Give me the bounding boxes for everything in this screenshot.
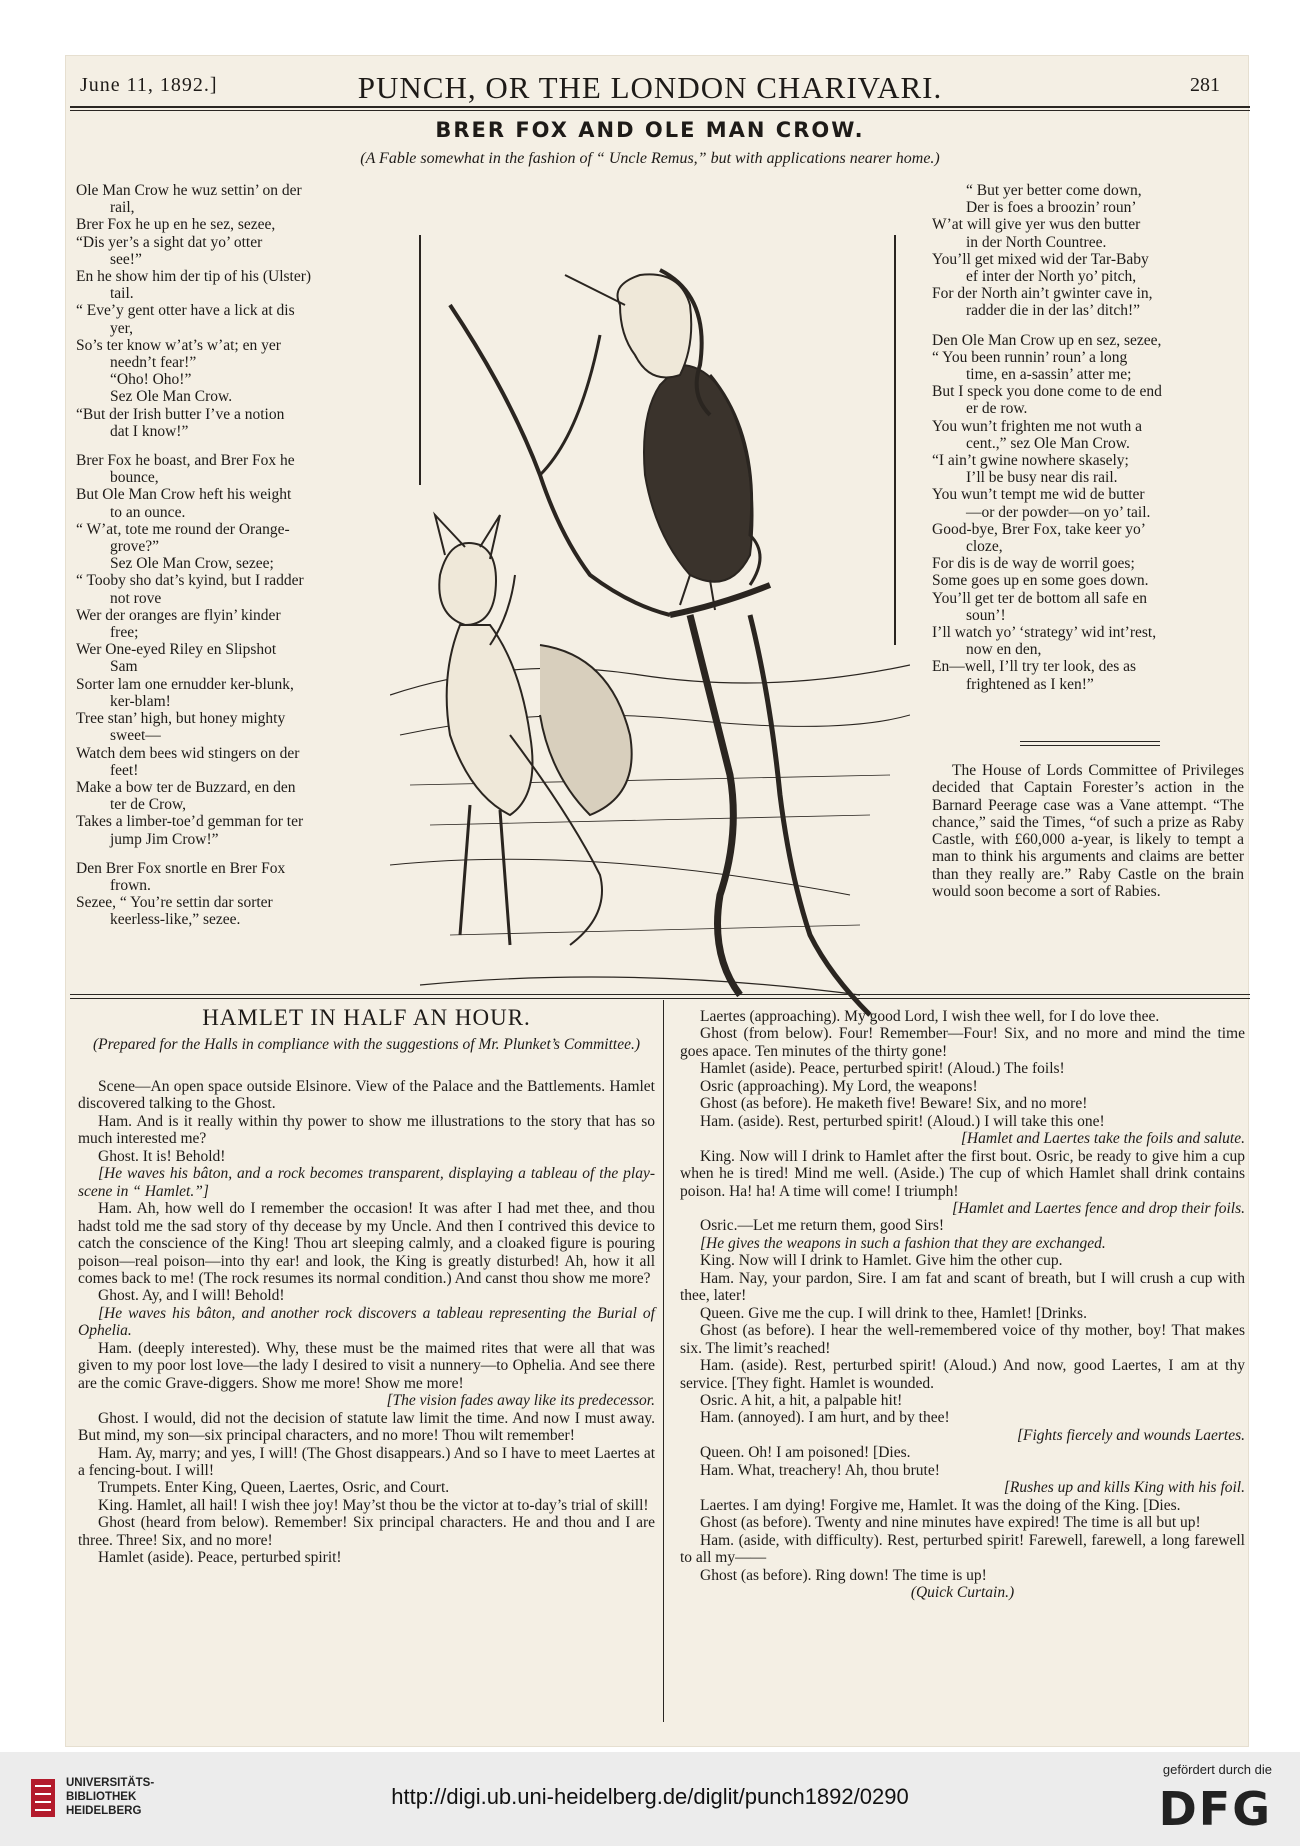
poem-line-text: Takes a limber-toe’d gemman for ter — [76, 813, 304, 831]
library-name-2: BIBLIOTHEK — [66, 1791, 137, 1803]
poem-line-text: En he show him der tip of his (Ulster) — [76, 268, 312, 286]
article-subtitle: (A Fable somewhat in the fashion of “ Uncle Remus,” but with applications nearer home.) — [360, 150, 940, 167]
dialogue-text: Ghost (as before). Twenty and nine minutes have expired! The time is all but up! — [700, 1514, 1201, 1532]
dialogue-text: Osric. A hit, a hit, a palpable hit! — [700, 1391, 903, 1409]
tree-branch — [540, 335, 600, 475]
poem-line — [76, 504, 376, 521]
poem-line-text: frightened as I ken!” — [966, 675, 1094, 693]
poem-line — [76, 831, 376, 848]
dialogue-text: King. Now will I drink to Hamlet. Give him the other cup. — [700, 1252, 1063, 1270]
dialogue-paragraph — [680, 1270, 1245, 1305]
poem-line-text: I’ll be busy near dis rail. — [966, 469, 1118, 487]
dialogue-text: Ghost (as before). He maketh five! Beware! Six, and no more! — [700, 1095, 1088, 1113]
poem-line-text: sweet— — [110, 727, 161, 745]
dialogue-text: [Hamlet and Laertes fence and drop their foils. — [951, 1199, 1245, 1217]
poem-line-text: But I speck you done come to de end — [932, 383, 1162, 401]
poem-line-text: You wun’t tempt me wid de butter — [932, 486, 1145, 504]
poem-line-text: Sez Ole Man Crow. — [110, 388, 233, 406]
dialogue-paragraph — [680, 1113, 1245, 1130]
hamlet-subtitle: (Prepared for the Halls in compliance with the suggestions of Mr. Plunket’s Committee.) — [92, 1036, 641, 1053]
dialogue-paragraph — [78, 1305, 655, 1340]
poem-line — [932, 366, 1252, 383]
dialogue-paragraph — [680, 1479, 1245, 1496]
poem-line — [76, 199, 376, 216]
dialogue-text: [He waves his bâton, and another rock discovers a tableau representing the Burial of Ophelia. — [78, 1304, 655, 1340]
right-poem — [932, 182, 1252, 693]
dialogue-text: Laertes (approaching). My good Lord, I wish thee well, for I do love thee. — [700, 1008, 1160, 1025]
poem-line-text: soun’! — [966, 606, 1006, 624]
poem-line — [932, 234, 1252, 251]
poem-line — [76, 521, 376, 538]
poem-line — [76, 894, 376, 911]
poem-line — [76, 762, 376, 779]
poem-line — [76, 877, 376, 894]
hamlet-right-column — [680, 1008, 1245, 1601]
poem-line — [932, 199, 1252, 216]
poem-line-text: Wer der oranges are flyin’ kinder — [76, 606, 281, 624]
poem-line — [76, 624, 376, 641]
poem-line-text: ter de Crow, — [110, 796, 187, 814]
poem-line — [932, 216, 1252, 233]
poem-line — [932, 383, 1252, 400]
poem-line-text: For der North ain’t gwinter cave in, — [932, 285, 1153, 303]
dialogue-paragraph — [680, 1095, 1245, 1112]
dialogue-paragraph — [680, 1462, 1245, 1479]
poem-line-text: Sez Ole Man Crow, sezee; — [110, 555, 274, 573]
poem-line-text: not rove — [110, 589, 162, 607]
note-text: The House of Lords Committee of Privileges decided that Captain Forester’s action in the Barnard Peerage case was a Vane attempt. “The chance,” said the Times, “of such a prize as Raby Castle, with £60,000 a-year, is likely to tempt a man to think his arguments and claims are better than they really are.” Raby Castle on the brain would soon become a sort of Rabies. — [932, 762, 1244, 901]
dialogue-text: Ham. (deeply interested). Why, these must be the maimed rites that were all that was given to my poor lost love—the lady I desired to visit a nunnery—to Ophelia. And see there are the comic Grave-diggers. Show me more! Show me more! — [78, 1339, 655, 1392]
dialogue-text: King. Hamlet, all hail! I wish thee joy! May’st thou be the victor at to-day’s trial of skill! — [98, 1496, 649, 1514]
dialogue-text: Trumpets. Enter King, Queen, Laertes, Osric, and Court. — [98, 1479, 450, 1497]
poem-line — [76, 538, 376, 555]
landscape — [430, 815, 870, 825]
poem-line-text: keerless-like,” sezee. — [110, 911, 241, 929]
poem-line-text: Make a bow ter de Buzzard, en den — [76, 778, 296, 796]
hamlet-title: HAMLET IN HALF AN HOUR. — [202, 1005, 531, 1030]
dialogue-paragraph — [680, 1235, 1245, 1252]
dialogue-text: Hamlet (aside). Peace, perturbed spirit! — [98, 1549, 342, 1567]
poem-line — [932, 641, 1252, 658]
poem-line — [932, 624, 1252, 641]
poem-line-text: ef inter der North yo’ pitch, — [966, 268, 1137, 286]
dialogue-paragraph — [680, 1409, 1245, 1426]
poem-line — [76, 658, 376, 675]
poem-line-text: Watch dem bees wid stingers on der — [76, 744, 300, 762]
dialogue-text: Ham. (annoyed). I am hurt, and by thee! — [700, 1409, 950, 1427]
poem-line — [76, 710, 376, 727]
stanza-break — [76, 440, 376, 452]
dialogue-paragraph — [680, 1217, 1245, 1234]
poem-line — [76, 796, 376, 813]
poem-line-text: rail, — [110, 199, 135, 217]
poem-line — [932, 469, 1252, 486]
poem-line — [932, 435, 1252, 452]
poem-line — [76, 302, 376, 319]
dialogue-text: King. Now will I drink to Hamlet after the first bout. Osric, be ready to give him a cup when he is tired! Mind me well. (Aside.) The cup of which Hamlet shall drink contains poison. Ha! ha! A time will come! I triumph! — [680, 1147, 1245, 1200]
poem-line — [76, 320, 376, 337]
dialogue-text: (Quick Curtain.) — [910, 1583, 1015, 1601]
dialogue-text: Queen. Oh! I am poisoned! [Dies. — [700, 1444, 911, 1462]
poem-line-text: Der is foes a broozin’ roun’ — [966, 199, 1137, 217]
dialogue-paragraph — [680, 1200, 1245, 1217]
poem-line — [76, 555, 376, 572]
poem-line — [932, 572, 1252, 589]
dialogue-text: Ghost (from below). Four! Remember—Four! Six, and no more and mind the time goes apace. Ten minutes of the thirty gone! — [680, 1025, 1245, 1060]
poem-line — [932, 418, 1252, 435]
dialogue-paragraph — [78, 1113, 655, 1148]
dialogue-text: Ham. (aside, with difficulty). Rest, perturbed spirit! Farewell, farewell, a long farewell to all my—— — [680, 1531, 1245, 1567]
poem-line — [76, 590, 376, 607]
poem-line — [76, 641, 376, 658]
poem-line-text: Sezee, “ You’re settin dar sorter — [76, 894, 273, 912]
dialogue-paragraph — [680, 1532, 1245, 1567]
poem-line-text: cent.,” sez Ole Man Crow. — [966, 434, 1130, 452]
poem-line-text: “ Tooby sho dat’s kyind, but I radder — [76, 572, 304, 590]
poem-line-text: “Dis yer’s a sight dat yo’ otter — [76, 233, 263, 251]
poem-line — [76, 860, 376, 877]
poem-line — [76, 486, 376, 503]
poem-line-text: Den Ole Man Crow up en sez, sezee, — [932, 331, 1162, 349]
dialogue-paragraph — [680, 1584, 1245, 1601]
poem-line — [76, 469, 376, 486]
poem-line — [76, 607, 376, 624]
landscape — [390, 859, 850, 895]
dialogue-text: Ghost (heard from below). Remember! Six principal characters. He and thou and I are three. Three! Six, and no more! — [78, 1514, 655, 1549]
dialogue-text: Scene—An open space outside Elsinore. View of the Palace and the Battlements. Hamlet discovered talking to the Ghost. — [78, 1078, 655, 1113]
poem-line-text: You’ll get mixed wid der Tar-Baby — [932, 250, 1149, 268]
dialogue-text: Ghost (as before). Ring down! The time is up! — [700, 1566, 987, 1584]
note-rule — [1020, 741, 1160, 742]
poem-line-text: But Ole Man Crow heft his weight — [76, 486, 292, 504]
poem-line-text: in der North Countree. — [966, 233, 1107, 251]
poem-line-text: “I ain’t gwine nowhere skasely; — [932, 452, 1129, 470]
dialogue-paragraph — [78, 1287, 655, 1304]
dialogue-text: Ghost. I would, did not the decision of statute law limit the time. And now I must away. But mind, my son—six principal characters, and no more! Thou wilt remember! — [78, 1409, 655, 1445]
poem-line-text: Some goes up en some goes down. — [932, 572, 1149, 590]
poem-line-text: Ole Man Crow he wuz settin’ on der — [76, 182, 302, 199]
poem-line — [932, 607, 1252, 624]
dialogue-paragraph — [78, 1479, 655, 1496]
column-divider — [663, 1000, 664, 1722]
dialogue-text: Ham. And is it really within thy power to show me illustrations to the story that has so much interested me? — [78, 1112, 655, 1148]
poem-line-text: “ You been runnin’ roun’ a long — [932, 348, 1128, 366]
poem-line-text: W’at will give yer wus den butter — [932, 216, 1141, 234]
poem-line-text: tail. — [110, 285, 134, 303]
poem-line-text: I’ll watch yo’ ‘strategy’ wid int’rest, — [932, 624, 1157, 642]
dialogue-paragraph — [680, 1130, 1245, 1147]
poem-line-text: Brer Fox he boast, and Brer Fox he — [76, 452, 295, 470]
fox-legs — [460, 805, 510, 945]
dialogue-text: Ham. Nay, your pardon, Sire. I am fat and scant of breath, but I will crush a cup with thee, later! — [680, 1269, 1245, 1305]
dialogue-paragraph — [680, 1514, 1245, 1531]
fox-tail — [540, 645, 632, 815]
poem-line-text: “ But yer better come down, — [966, 182, 1142, 199]
dialogue-paragraph — [680, 1567, 1245, 1584]
dialogue-paragraph — [78, 1410, 655, 1445]
dialogue-text: Ghost. It is! Behold! — [98, 1147, 226, 1165]
poem-line — [76, 406, 376, 423]
header-rule-thin — [70, 110, 1250, 111]
crow-beak — [565, 275, 625, 305]
poem-line-text: free; — [110, 624, 139, 642]
left-poem — [76, 182, 376, 929]
poem-line-text: jump Jim Crow!” — [110, 830, 219, 848]
poem-line-text: cloze, — [966, 538, 1003, 556]
dialogue-paragraph — [680, 1427, 1245, 1444]
poem-line — [76, 423, 376, 440]
poem-line — [932, 658, 1252, 675]
poem-line — [76, 337, 376, 354]
poem-line — [76, 216, 376, 233]
dialogue-paragraph — [680, 1008, 1245, 1025]
dialogue-text: Ham. Ah, how well do I remember the occasion! It was after I had met thee, and thou hadst told me the sad story of thy decease by my Uncle. And then I contrived this device to catch the conscience of the King! Thou art sleeping calmly, and a cloaked figure is pouring poison—real poison—into thy ear! and look, the King is greatly disturbed! Ah, how it all comes back to me! (The rock resumes its normal condition.) And canst thou show me more? — [78, 1200, 655, 1287]
dialogue-paragraph — [680, 1322, 1245, 1357]
dialogue-text: Ham. (aside). Rest, perturbed spirit! (Aloud.) I will take this one! — [700, 1112, 1105, 1130]
library-name-3: HEIDELBERG — [66, 1805, 142, 1817]
source-url[interactable]: http://digi.ub.uni-heidelberg.de/diglit/punch1892/0290 — [391, 1784, 909, 1809]
dialogue-paragraph — [680, 1497, 1245, 1514]
poem-line — [932, 555, 1252, 572]
poem-line — [932, 349, 1252, 366]
poem-line — [76, 727, 376, 744]
poem-line-text: needn’t fear!” — [110, 354, 197, 372]
poem-line — [932, 268, 1252, 285]
poem-line-text: For dis is de way de worril goes; — [932, 555, 1135, 573]
funding-note: gefördert durch die — [1162, 1762, 1272, 1777]
poem-line — [932, 452, 1252, 469]
dialogue-text: Osric (approaching). My Lord, the weapons! — [700, 1077, 978, 1095]
poem-line-text: En—well, I’ll try ter look, des as — [932, 658, 1137, 676]
poem-line — [932, 332, 1252, 349]
stanza-break — [76, 848, 376, 860]
poem-line — [932, 486, 1252, 503]
poem-line-text: Sorter lam one ernudder ker-blunk, — [76, 675, 294, 693]
dialogue-paragraph — [78, 1549, 655, 1566]
dialogue-paragraph — [78, 1148, 655, 1165]
dialogue-text: [He waves his bâton, and a rock becomes transparent, displaying a tableau of the play-scene in “ Hamlet.”] — [78, 1165, 655, 1200]
poem-line — [76, 285, 376, 302]
poem-line — [76, 268, 376, 285]
poem-line — [932, 538, 1252, 555]
dialogue-text: [Hamlet and Laertes take the foils and salute. — [960, 1130, 1245, 1148]
dialogue-text: [Fights fiercely and wounds Laertes. — [1016, 1426, 1245, 1444]
dialogue-paragraph — [680, 1060, 1245, 1077]
dialogue-paragraph — [78, 1497, 655, 1514]
poem-line-text: Brer Fox he up en he sez, sezee, — [76, 216, 276, 234]
poem-line — [76, 388, 376, 405]
house-of-lords-note — [932, 762, 1244, 900]
header-rule — [70, 106, 1250, 108]
dialogue-paragraph — [78, 1445, 655, 1480]
poem-line — [76, 745, 376, 762]
dialogue-text: Laertes. I am dying! Forgive me, Hamlet. It was the doing of the King. [Dies. — [700, 1496, 1181, 1514]
poem-line — [76, 251, 376, 268]
poem-line-text: Tree stan’ high, but honey mighty — [76, 710, 286, 728]
poem-line-text: frown. — [110, 876, 151, 894]
poem-line-text: ker-blam! — [110, 692, 171, 710]
poem-line-text: You wun’t frighten me not wuth a — [932, 417, 1142, 435]
dialogue-paragraph — [78, 1078, 655, 1113]
poem-line — [932, 504, 1252, 521]
poem-line-text: see!” — [110, 250, 142, 268]
dialogue-paragraph — [78, 1392, 655, 1409]
poem-line-text: Good-bye, Brer Fox, take keer yo’ — [932, 520, 1146, 538]
hamlet-left-column — [78, 1078, 655, 1567]
fox-head — [439, 543, 496, 625]
poem-line-text: You’ll get ter de bottom all safe en — [932, 589, 1147, 607]
landscape — [450, 925, 860, 935]
footer-bar — [0, 1752, 1300, 1846]
dialogue-text: Ham. What, treachery! Ah, thou brute! — [700, 1461, 940, 1479]
dialogue-text: Ham. Ay, marry; and yes, I will! (The Ghost disappears.) And so I have to meet Laertes at a fencing-bout. I will! — [78, 1444, 655, 1479]
library-name-1: UNIVERSITÄTS- — [66, 1777, 155, 1789]
poem-line — [932, 302, 1252, 319]
poem-line — [932, 400, 1252, 417]
poem-line — [76, 693, 376, 710]
poem-line — [76, 572, 376, 589]
stanza-break — [932, 320, 1252, 332]
poem-line — [932, 676, 1252, 693]
section-rule — [70, 994, 1250, 995]
poem-line-text: yer, — [110, 319, 134, 337]
poem-line — [76, 813, 376, 830]
issue-date: June 11, 1892.] — [80, 74, 218, 96]
dialogue-text: [The vision fades away like its predecessor. — [386, 1392, 655, 1410]
dialogue-paragraph — [680, 1078, 1245, 1095]
poem-line-text: Wer One-eyed Riley en Slipshot — [76, 641, 277, 659]
poem-line — [76, 182, 376, 199]
fox-body — [447, 625, 533, 815]
poem-line — [76, 452, 376, 469]
poem-line — [932, 285, 1252, 302]
poem-line-text: Den Brer Fox snortle en Brer Fox — [76, 859, 286, 877]
section-rule-2 — [70, 998, 1250, 999]
poem-line-text: Sam — [110, 658, 138, 676]
poem-line — [76, 371, 376, 388]
poem-line-text: er de row. — [966, 400, 1028, 418]
poem-line — [932, 590, 1252, 607]
poem-line — [932, 182, 1252, 199]
poem-line-text: now en den, — [966, 641, 1042, 659]
poem-line-text: grove?” — [110, 538, 160, 556]
poem-line-text: to an ounce. — [110, 503, 186, 521]
page-number: 281 — [1190, 74, 1220, 96]
poem-line-text: “Oho! Oho!” — [110, 371, 192, 389]
poem-line-text: “But der Irish butter I’ve a notion — [76, 405, 285, 423]
poem-line-text: So’s ter know w’at’s w’at; en yer — [76, 336, 281, 354]
poem-line-text: time, en a-sassin’ atter me; — [966, 366, 1132, 384]
dfg-logo: DFG — [1158, 1782, 1272, 1836]
poem-line — [76, 676, 376, 693]
tree-trunk — [690, 615, 740, 995]
masthead: PUNCH, OR THE LONDON CHARIVARI. — [357, 70, 943, 105]
dialogue-paragraph — [680, 1357, 1245, 1392]
page-header — [70, 70, 1230, 110]
poem-line — [76, 779, 376, 796]
poem-line-text: bounce, — [110, 469, 159, 487]
dialogue-text: [Rushes up and kills King with his foil. — [1003, 1479, 1245, 1497]
poem-line-text: dat I know!” — [110, 422, 189, 440]
poem-line-text: —or der powder—on yo’ tail. — [966, 503, 1151, 521]
dialogue-paragraph — [680, 1305, 1245, 1322]
dialogue-text: Ghost. Ay, and I will! Behold! — [98, 1287, 285, 1305]
poem-line-text: “ W’at, tote me round der Orange- — [76, 520, 290, 538]
note-rule-2 — [1020, 745, 1160, 746]
poem-line — [932, 251, 1252, 268]
poem-line-text: “ Eve’y gent otter have a lick at dis — [76, 302, 295, 320]
dialogue-paragraph — [78, 1200, 655, 1287]
poem-line — [76, 354, 376, 371]
poem-line — [76, 234, 376, 251]
dialogue-paragraph — [680, 1444, 1245, 1461]
dialogue-paragraph — [78, 1165, 655, 1200]
poem-line — [932, 521, 1252, 538]
article-title: BRER FOX AND OLE MAN CROW. — [435, 118, 865, 142]
dialogue-text: Ham. (aside). Rest, perturbed spirit! (Aloud.) And now, good Laertes, I am at thy service. [They fight. Hamlet is wounded. — [680, 1357, 1245, 1392]
dialogue-paragraph — [680, 1252, 1245, 1269]
poem-line — [76, 911, 376, 928]
dialogue-text: Osric.—Let me return them, good Sirs! — [700, 1217, 945, 1235]
dialogue-text: Queen. Give me the cup. I will drink to thee, Hamlet! [Drinks. — [700, 1304, 1087, 1322]
dialogue-paragraph — [78, 1340, 655, 1392]
dialogue-text: Hamlet (aside). Peace, perturbed spirit! (Aloud.) The foils! — [700, 1060, 1065, 1078]
dialogue-paragraph — [680, 1148, 1245, 1200]
poem-line-text: feet! — [110, 761, 139, 779]
dialogue-text: Ghost (as before). I hear the well-remembered voice of thy mother, boy! That makes six. The limit’s reached! — [680, 1322, 1245, 1357]
crow-head — [618, 274, 692, 377]
dialogue-text: [He gives the weapons in such a fashion that they are exchanged. — [700, 1234, 1106, 1252]
dialogue-paragraph — [78, 1514, 655, 1549]
dialogue-paragraph — [680, 1025, 1245, 1060]
landscape — [420, 977, 860, 995]
dialogue-paragraph — [680, 1392, 1245, 1409]
poem-line-text: radder die in der las’ ditch!” — [966, 302, 1141, 320]
